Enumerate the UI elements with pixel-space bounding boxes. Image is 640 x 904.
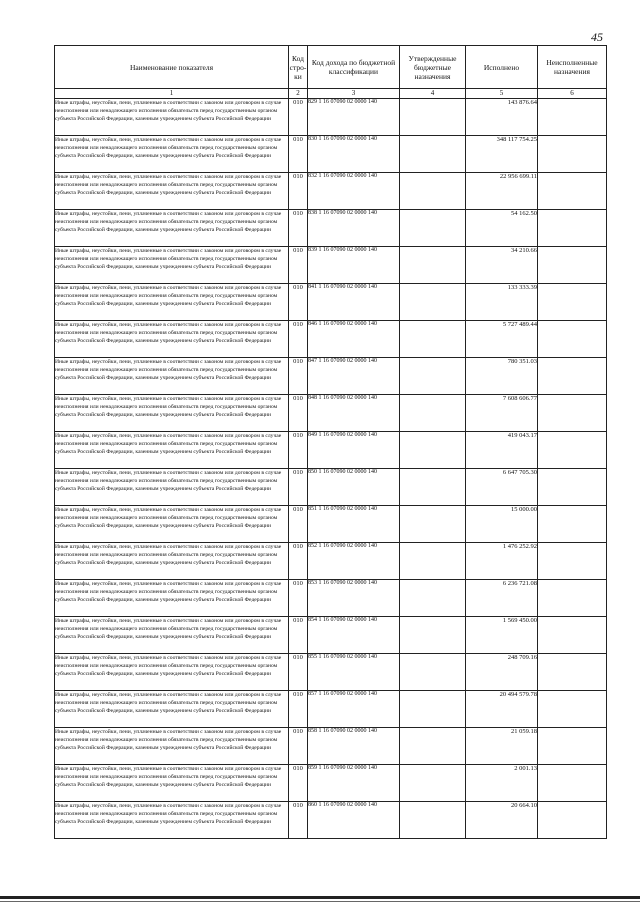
row-income-code-cell: 849 1 16 07090 02 0000 140 bbox=[308, 432, 400, 469]
row-unexecuted-cell bbox=[538, 395, 607, 432]
table-row bbox=[55, 728, 607, 765]
column-number: 2 bbox=[289, 89, 308, 99]
table-row bbox=[55, 654, 607, 691]
row-line-code-cell: 010 bbox=[289, 210, 308, 247]
header-name: Наименование показателя bbox=[55, 46, 289, 89]
page-number: 45 bbox=[591, 30, 603, 44]
row-line-code-cell: 010 bbox=[289, 765, 308, 802]
row-unexecuted-cell bbox=[538, 284, 607, 321]
row-name-cell: Иные штрафы, неустойки, пени, уплаченные в соответствии с законом или договором в случае неисполнения или ненадлежащего исполнения обязательств перед государственным органом субъекта Российской Федерации, казенным учреждением субъекта Российской Федерации bbox=[55, 802, 289, 839]
table-row bbox=[55, 506, 607, 543]
row-income-code-cell: 858 1 16 07090 02 0000 140 bbox=[308, 728, 400, 765]
row-unexecuted-cell bbox=[538, 506, 607, 543]
row-executed-cell: 7 608 606.77 bbox=[466, 395, 538, 432]
row-income-code-cell: 838 1 16 07090 02 0000 140 bbox=[308, 210, 400, 247]
row-executed-cell: 248 709.16 bbox=[466, 654, 538, 691]
row-executed-cell: 34 210.66 bbox=[466, 247, 538, 284]
row-unexecuted-cell bbox=[538, 728, 607, 765]
table-row bbox=[55, 543, 607, 580]
row-approved-cell bbox=[400, 395, 466, 432]
row-approved-cell bbox=[400, 173, 466, 210]
row-income-code-cell: 853 1 16 07090 02 0000 140 bbox=[308, 580, 400, 617]
column-number: 1 bbox=[55, 89, 289, 99]
row-income-code-cell: 859 1 16 07090 02 0000 140 bbox=[308, 765, 400, 802]
row-executed-cell: 6 647 705.30 bbox=[466, 469, 538, 506]
row-unexecuted-cell bbox=[538, 802, 607, 839]
income-report-table bbox=[54, 45, 607, 839]
row-unexecuted-cell bbox=[538, 469, 607, 506]
row-unexecuted-cell bbox=[538, 691, 607, 728]
row-executed-cell: 2 001.13 bbox=[466, 765, 538, 802]
row-approved-cell bbox=[400, 654, 466, 691]
row-name-cell: Иные штрафы, неустойки, пени, уплаченные в соответствии с законом или договором в случае неисполнения или ненадлежащего исполнения обязательств перед государственным органом субъекта Российской Федерации, казенным учреждением субъекта Российской Федерации bbox=[55, 506, 289, 543]
row-unexecuted-cell bbox=[538, 432, 607, 469]
table-row bbox=[55, 358, 607, 395]
row-name-cell: Иные штрафы, неустойки, пени, уплаченные в соответствии с законом или договором в случае неисполнения или ненадлежащего исполнения обязательств перед государственным органом субъекта Российской Федерации, казенным учреждением субъекта Российской Федерации bbox=[55, 543, 289, 580]
row-income-code-cell: 841 1 16 07090 02 0000 140 bbox=[308, 284, 400, 321]
header-line-code: Код стро-ки bbox=[289, 46, 308, 89]
row-unexecuted-cell bbox=[538, 654, 607, 691]
column-number: 5 bbox=[466, 89, 538, 99]
table-row bbox=[55, 284, 607, 321]
row-name-cell: Иные штрафы, неустойки, пени, уплаченные в соответствии с законом или договором в случае неисполнения или ненадлежащего исполнения обязательств перед государственным органом субъекта Российской Федерации, казенным учреждением субъекта Российской Федерации bbox=[55, 469, 289, 506]
row-name-cell: Иные штрафы, неустойки, пени, уплаченные в соответствии с законом или договором в случае неисполнения или ненадлежащего исполнения обязательств перед государственным органом субъекта Российской Федерации, казенным учреждением субъекта Российской Федерации bbox=[55, 728, 289, 765]
row-unexecuted-cell bbox=[538, 247, 607, 284]
row-executed-cell: 5 727 489.44 bbox=[466, 321, 538, 358]
row-name-cell: Иные штрафы, неустойки, пени, уплаченные в соответствии с законом или договором в случае неисполнения или ненадлежащего исполнения обязательств перед государственным органом субъекта Российской Федерации, казенным учреждением субъекта Российской Федерации bbox=[55, 321, 289, 358]
row-line-code-cell: 010 bbox=[289, 99, 308, 136]
row-line-code-cell: 010 bbox=[289, 543, 308, 580]
row-unexecuted-cell bbox=[538, 136, 607, 173]
row-line-code-cell: 010 bbox=[289, 654, 308, 691]
table-row bbox=[55, 802, 607, 839]
row-executed-cell: 780 351.03 bbox=[466, 358, 538, 395]
row-unexecuted-cell bbox=[538, 580, 607, 617]
row-approved-cell bbox=[400, 802, 466, 839]
row-income-code-cell: 830 1 16 07090 02 0000 140 bbox=[308, 136, 400, 173]
row-name-cell: Иные штрафы, неустойки, пени, уплаченные в соответствии с законом или договором в случае неисполнения или ненадлежащего исполнения обязательств перед государственным органом субъекта Российской Федерации, казенным учреждением субъекта Российской Федерации bbox=[55, 173, 289, 210]
row-unexecuted-cell bbox=[538, 99, 607, 136]
row-income-code-cell: 846 1 16 07090 02 0000 140 bbox=[308, 321, 400, 358]
row-name-cell: Иные штрафы, неустойки, пени, уплаченные в соответствии с законом или договором в случае неисполнения или ненадлежащего исполнения обязательств перед государственным органом субъекта Российской Федерации, казенным учреждением субъекта Российской Федерации bbox=[55, 395, 289, 432]
row-line-code-cell: 010 bbox=[289, 136, 308, 173]
row-executed-cell: 54 162.50 bbox=[466, 210, 538, 247]
row-name-cell: Иные штрафы, неустойки, пени, уплаченные в соответствии с законом или договором в случае неисполнения или ненадлежащего исполнения обязательств перед государственным органом субъекта Российской Федерации, казенным учреждением субъекта Российской Федерации bbox=[55, 358, 289, 395]
table-row bbox=[55, 617, 607, 654]
row-income-code-cell: 851 1 16 07090 02 0000 140 bbox=[308, 506, 400, 543]
row-line-code-cell: 010 bbox=[289, 617, 308, 654]
row-income-code-cell: 832 1 16 07090 02 0000 140 bbox=[308, 173, 400, 210]
row-income-code-cell: 857 1 16 07090 02 0000 140 bbox=[308, 691, 400, 728]
row-unexecuted-cell bbox=[538, 173, 607, 210]
row-unexecuted-cell bbox=[538, 321, 607, 358]
row-approved-cell bbox=[400, 136, 466, 173]
row-income-code-cell: 829 1 16 07090 02 0000 140 bbox=[308, 99, 400, 136]
row-unexecuted-cell bbox=[538, 765, 607, 802]
row-name-cell: Иные штрафы, неустойки, пени, уплаченные в соответствии с законом или договором в случае неисполнения или ненадлежащего исполнения обязательств перед государственным органом субъекта Российской Федерации, казенным учреждением субъекта Российской Федерации bbox=[55, 284, 289, 321]
header-approved: Утвержденные бюджетные назначения bbox=[400, 46, 466, 89]
header-row bbox=[55, 46, 607, 89]
table-row bbox=[55, 247, 607, 284]
row-name-cell: Иные штрафы, неустойки, пени, уплаченные в соответствии с законом или договором в случае неисполнения или ненадлежащего исполнения обязательств перед государственным органом субъекта Российской Федерации, казенным учреждением субъекта Российской Федерации bbox=[55, 210, 289, 247]
row-unexecuted-cell bbox=[538, 543, 607, 580]
row-approved-cell bbox=[400, 469, 466, 506]
row-name-cell: Иные штрафы, неустойки, пени, уплаченные в соответствии с законом или договором в случае неисполнения или ненадлежащего исполнения обязательств перед государственным органом субъекта Российской Федерации, казенным учреждением субъекта Российской Федерации bbox=[55, 691, 289, 728]
table-row bbox=[55, 395, 607, 432]
header-income-code: Код дохода по бюджетной классификации bbox=[308, 46, 400, 89]
table-body bbox=[55, 99, 607, 839]
row-approved-cell bbox=[400, 691, 466, 728]
row-executed-cell: 1 569 450.00 bbox=[466, 617, 538, 654]
row-approved-cell bbox=[400, 543, 466, 580]
row-unexecuted-cell bbox=[538, 617, 607, 654]
row-line-code-cell: 010 bbox=[289, 469, 308, 506]
row-line-code-cell: 010 bbox=[289, 321, 308, 358]
column-number: 4 bbox=[400, 89, 466, 99]
header-unexecuted: Неисполненные назначения bbox=[538, 46, 607, 89]
row-line-code-cell: 010 bbox=[289, 432, 308, 469]
table-row bbox=[55, 99, 607, 136]
column-number: 6 bbox=[538, 89, 607, 99]
row-name-cell: Иные штрафы, неустойки, пени, уплаченные в соответствии с законом или договором в случае неисполнения или ненадлежащего исполнения обязательств перед государственным органом субъекта Российской Федерации, казенным учреждением субъекта Российской Федерации bbox=[55, 580, 289, 617]
row-income-code-cell: 855 1 16 07090 02 0000 140 bbox=[308, 654, 400, 691]
row-income-code-cell: 852 1 16 07090 02 0000 140 bbox=[308, 543, 400, 580]
row-approved-cell bbox=[400, 210, 466, 247]
row-executed-cell: 419 043.17 bbox=[466, 432, 538, 469]
row-line-code-cell: 010 bbox=[289, 173, 308, 210]
row-name-cell: Иные штрафы, неустойки, пени, уплаченные в соответствии с законом или договором в случае неисполнения или ненадлежащего исполнения обязательств перед государственным органом субъекта Российской Федерации, казенным учреждением субъекта Российской Федерации bbox=[55, 432, 289, 469]
row-executed-cell: 15 000.00 bbox=[466, 506, 538, 543]
row-approved-cell bbox=[400, 99, 466, 136]
row-name-cell: Иные штрафы, неустойки, пени, уплаченные в соответствии с законом или договором в случае неисполнения или ненадлежащего исполнения обязательств перед государственным органом субъекта Российской Федерации, казенным учреждением субъекта Российской Федерации bbox=[55, 99, 289, 136]
row-line-code-cell: 010 bbox=[289, 506, 308, 543]
table-row bbox=[55, 321, 607, 358]
table-row bbox=[55, 173, 607, 210]
row-executed-cell: 348 117 754.25 bbox=[466, 136, 538, 173]
row-approved-cell bbox=[400, 284, 466, 321]
row-executed-cell: 1 476 252.92 bbox=[466, 543, 538, 580]
row-unexecuted-cell bbox=[538, 358, 607, 395]
row-line-code-cell: 010 bbox=[289, 691, 308, 728]
column-number: 3 bbox=[308, 89, 400, 99]
column-number-row bbox=[55, 89, 607, 99]
row-approved-cell bbox=[400, 321, 466, 358]
table-row bbox=[55, 469, 607, 506]
row-name-cell: Иные штрафы, неустойки, пени, уплаченные в соответствии с законом или договором в случае неисполнения или ненадлежащего исполнения обязательств перед государственным органом субъекта Российской Федерации, казенным учреждением субъекта Российской Федерации bbox=[55, 136, 289, 173]
row-approved-cell bbox=[400, 247, 466, 284]
row-income-code-cell: 839 1 16 07090 02 0000 140 bbox=[308, 247, 400, 284]
row-executed-cell: 6 236 721.08 bbox=[466, 580, 538, 617]
row-income-code-cell: 860 1 16 07090 02 0000 140 bbox=[308, 802, 400, 839]
row-line-code-cell: 010 bbox=[289, 580, 308, 617]
row-income-code-cell: 850 1 16 07090 02 0000 140 bbox=[308, 469, 400, 506]
row-line-code-cell: 010 bbox=[289, 358, 308, 395]
table-row bbox=[55, 210, 607, 247]
row-name-cell: Иные штрафы, неустойки, пени, уплаченные в соответствии с законом или договором в случае неисполнения или ненадлежащего исполнения обязательств перед государственным органом субъекта Российской Федерации, казенным учреждением субъекта Российской Федерации bbox=[55, 654, 289, 691]
row-name-cell: Иные штрафы, неустойки, пени, уплаченные в соответствии с законом или договором в случае неисполнения или ненадлежащего исполнения обязательств перед государственным органом субъекта Российской Федерации, казенным учреждением субъекта Российской Федерации bbox=[55, 247, 289, 284]
row-approved-cell bbox=[400, 728, 466, 765]
table-row bbox=[55, 691, 607, 728]
row-approved-cell bbox=[400, 617, 466, 654]
row-approved-cell bbox=[400, 580, 466, 617]
row-line-code-cell: 010 bbox=[289, 247, 308, 284]
header-executed: Исполнено bbox=[466, 46, 538, 89]
row-executed-cell: 20 494 579.78 bbox=[466, 691, 538, 728]
row-income-code-cell: 854 1 16 07090 02 0000 140 bbox=[308, 617, 400, 654]
row-approved-cell bbox=[400, 358, 466, 395]
row-approved-cell bbox=[400, 432, 466, 469]
row-income-code-cell: 848 1 16 07090 02 0000 140 bbox=[308, 395, 400, 432]
table-row bbox=[55, 765, 607, 802]
row-approved-cell bbox=[400, 765, 466, 802]
table-row bbox=[55, 580, 607, 617]
bottom-rule-thin bbox=[0, 901, 640, 902]
row-name-cell: Иные штрафы, неустойки, пени, уплаченные в соответствии с законом или договором в случае неисполнения или ненадлежащего исполнения обязательств перед государственным органом субъекта Российской Федерации, казенным учреждением субъекта Российской Федерации bbox=[55, 765, 289, 802]
row-executed-cell: 21 059.18 bbox=[466, 728, 538, 765]
bottom-rule bbox=[0, 896, 640, 899]
table-row bbox=[55, 432, 607, 469]
row-name-cell: Иные штрафы, неустойки, пени, уплаченные в соответствии с законом или договором в случае неисполнения или ненадлежащего исполнения обязательств перед государственным органом субъекта Российской Федерации, казенным учреждением субъекта Российской Федерации bbox=[55, 617, 289, 654]
row-executed-cell: 20 664.10 bbox=[466, 802, 538, 839]
row-line-code-cell: 010 bbox=[289, 728, 308, 765]
row-executed-cell: 133 333.39 bbox=[466, 284, 538, 321]
table-row bbox=[55, 136, 607, 173]
row-line-code-cell: 010 bbox=[289, 802, 308, 839]
row-executed-cell: 22 956 699.11 bbox=[466, 173, 538, 210]
row-line-code-cell: 010 bbox=[289, 284, 308, 321]
row-approved-cell bbox=[400, 506, 466, 543]
row-unexecuted-cell bbox=[538, 210, 607, 247]
row-income-code-cell: 847 1 16 07090 02 0000 140 bbox=[308, 358, 400, 395]
row-executed-cell: 143 876.64 bbox=[466, 99, 538, 136]
row-line-code-cell: 010 bbox=[289, 395, 308, 432]
